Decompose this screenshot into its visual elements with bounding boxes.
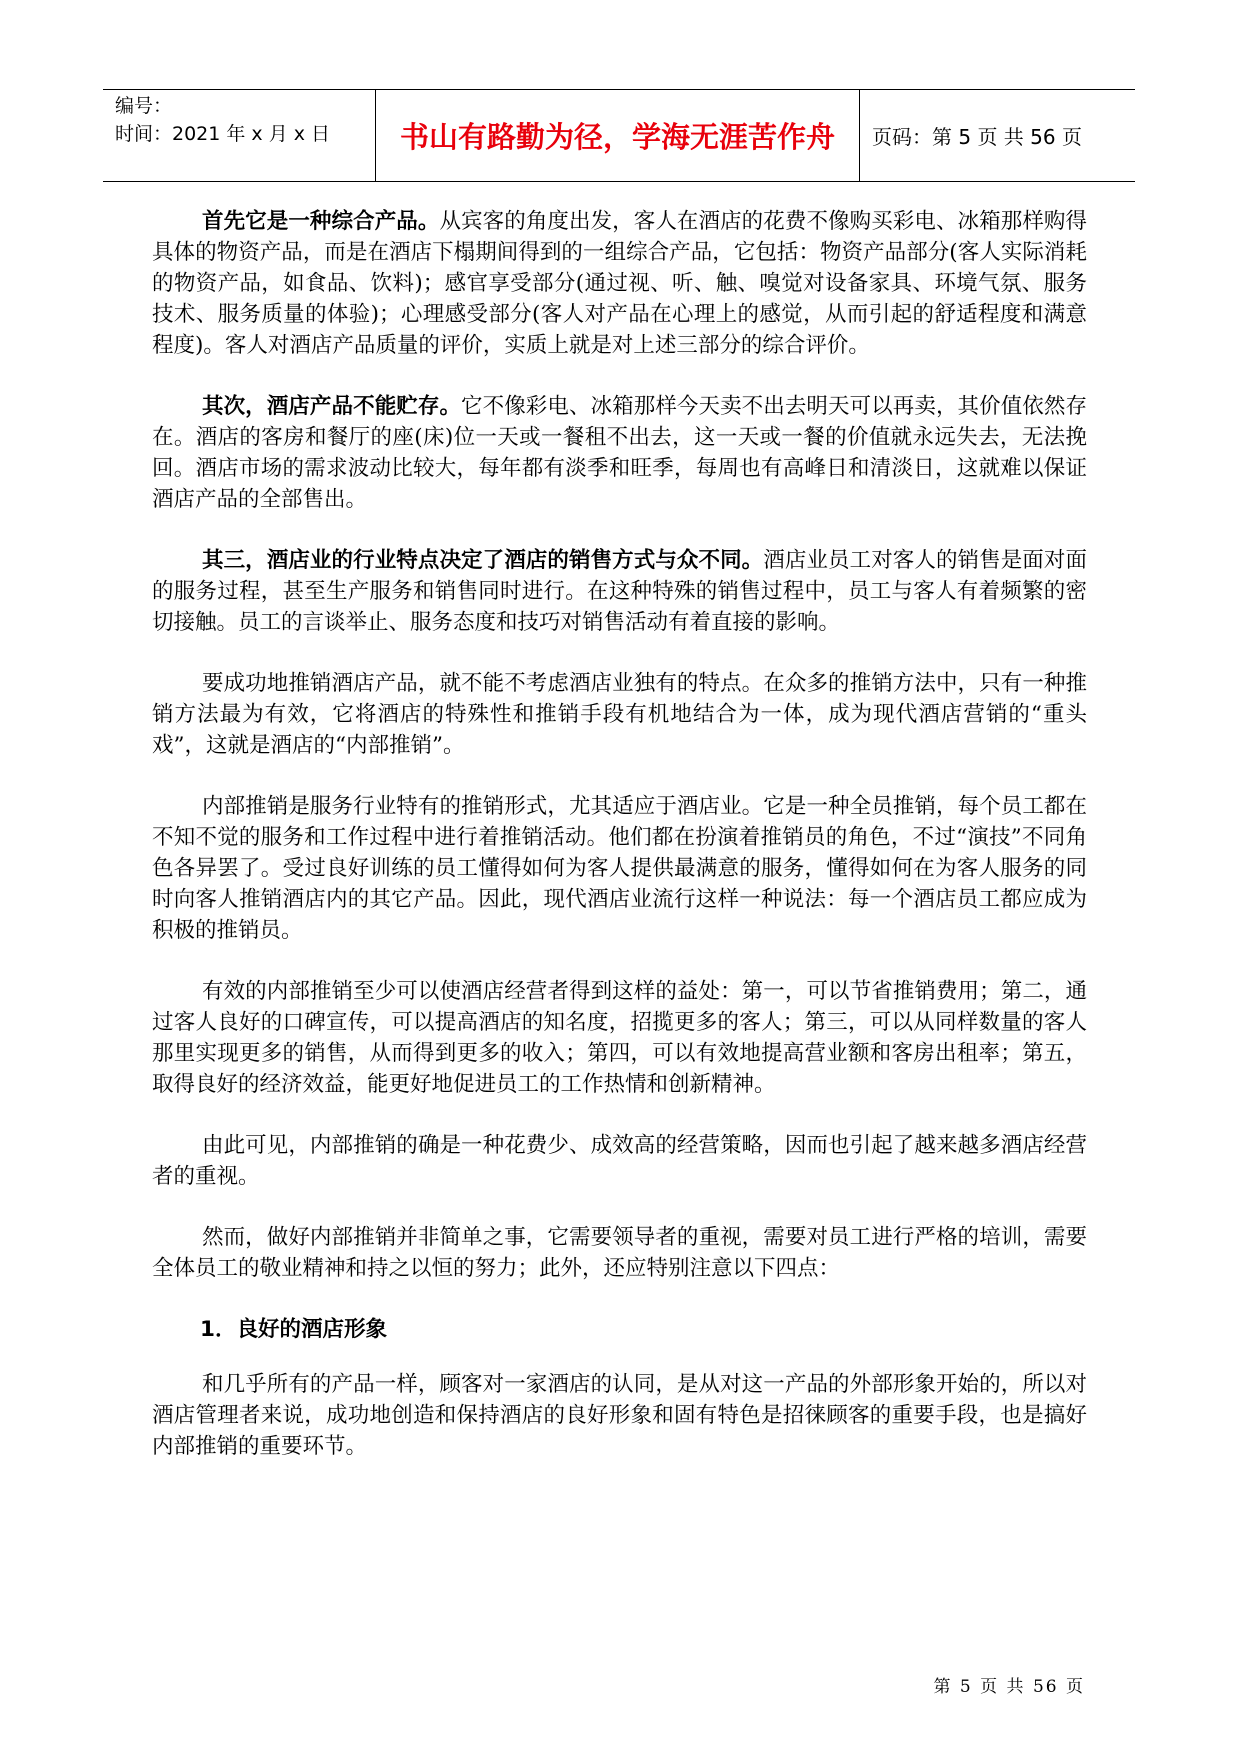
document-number-label: 编号： [115, 95, 173, 117]
paragraph-text: 内部推销是服务行业特有的推销形式，尤其适应于酒店业。它是一种全员推销，每个员工都在不知不觉的服务和工作过程中进行着推销活动。他们都在扮演着推销员的角色，不过“演技”不同角色各异罢了。受过良好训练的员工懂得如何为客人提供最满意的服务，懂得如何在为客人服务的同时向客人推销酒店内的其它产品。因此，现代酒店业流行这样一种说法：每一个酒店员工都应成为积极的推销员。 [152, 794, 1087, 943]
paragraph-8 [152, 1222, 1087, 1284]
paragraph-text: 从宾客的角度出发，客人在酒店的花费不像购买彩电、冰箱那样购得具体的物资产品，而是在酒店下榻期间得到的一组综合产品，它包括：物资产品部分(客人实际消耗的物资产品，如食品、饮料)；感官享受部分(通过视、听、触、嗅觉对设备家具、环境气氛、服务技术、服务质量的体验)；心理感受部分(客人对产品在心理上的感觉，从而引起的舒适程度和满意程度)。客人对酒店产品质量的评价，实质上就是对上述三部分的综合评价。 [152, 209, 1087, 358]
page-footer [934, 1672, 1085, 1697]
paragraph-text: 要成功地推销酒店产品，就不能不考虑酒店业独有的特点。在众多的推销方法中，只有一种推销方法最为有效，它将酒店的特殊性和推销手段有机地结合为一体，成为现代酒店营销的“重头戏”，这就是酒店的“内部推销”。 [152, 671, 1087, 758]
header-motto [376, 90, 860, 181]
paragraph-text: 有效的内部推销至少可以使酒店经营者得到这样的益处：第一，可以节省推销费用；第二，通过客人良好的口碑宣传，可以提高酒店的知名度，招揽更多的客人；第三，可以从同样数量的客人那里实现更多的销售，从而得到更多的收入；第四，可以有效地提高营业额和客房出租率；第五，取得良好的经济效益，能更好地促进员工的工作热情和创新精神。 [152, 979, 1087, 1097]
paragraph-2 [152, 391, 1087, 515]
document-time-label: 时间：2021 年 x 月 x 日 [115, 123, 331, 145]
paragraph-text: 然而，做好内部推销并非简单之事，它需要领导者的重视，需要对员工进行严格的培训，需要全体员工的敬业精神和持之以恒的努力；此外，还应特别注意以下四点： [152, 1225, 1087, 1281]
page-number-label: 页码：第 5 页 共 56 页 [872, 125, 1082, 149]
paragraph-text: 由此可见，内部推销的确是一种花费少、成效高的经营策略，因而也引起了越来越多酒店经营者的重视。 [152, 1133, 1087, 1189]
paragraph-text: 它不像彩电、冰箱那样今天卖不出去明天可以再卖，其价值依然存在。酒店的客房和餐厅的座(床)位一天或一餐租不出去，这一天或一餐的价值就永远失去，无法挽回。酒店市场的需求波动比较大，每年都有淡季和旺季，每周也有高峰日和清淡日，这就难以保证酒店产品的全部售出。 [152, 394, 1087, 512]
motto-text: 书山有路勤为径，学海无涯苦作舟 [399, 120, 835, 154]
paragraph-7 [152, 1130, 1087, 1192]
paragraph-lead: 其三，酒店业的行业特点决定了酒店的销售方式与众不同。 [202, 548, 764, 573]
paragraph-5 [152, 791, 1087, 946]
section-heading: 1．良好的酒店形象 [200, 1317, 387, 1342]
page-header [103, 89, 1135, 182]
paragraph-9 [152, 1369, 1087, 1462]
paragraph-text: 酒店业员工对客人的销售是面对面的服务过程，甚至生产服务和销售同时进行。在这种特殊的销售过程中，员工与客人有着频繁的密切接触。员工的言谈举止、服务态度和技巧对销售活动有着直接的影响。 [152, 548, 1087, 635]
footer-page-number: 第 5 页 共 56 页 [933, 1677, 1085, 1697]
paragraph-6 [152, 976, 1087, 1100]
paragraph-lead: 其次，酒店产品不能贮存。 [202, 394, 462, 419]
paragraph-3 [152, 545, 1087, 638]
paragraph-1 [152, 206, 1087, 361]
header-page-number [860, 90, 1135, 181]
paragraph-text: 和几乎所有的产品一样，顾客对一家酒店的认同，是从对这一产品的外部形象开始的，所以对酒店管理者来说，成功地创造和保持酒店的良好形象和固有特色是招徕顾客的重要手段，也是搞好内部推销的重要环节。 [152, 1372, 1087, 1459]
paragraph-4 [152, 668, 1087, 761]
document-body [152, 206, 1087, 1492]
header-meta [103, 90, 376, 181]
paragraph-lead: 首先它是一种综合产品。 [202, 209, 440, 234]
